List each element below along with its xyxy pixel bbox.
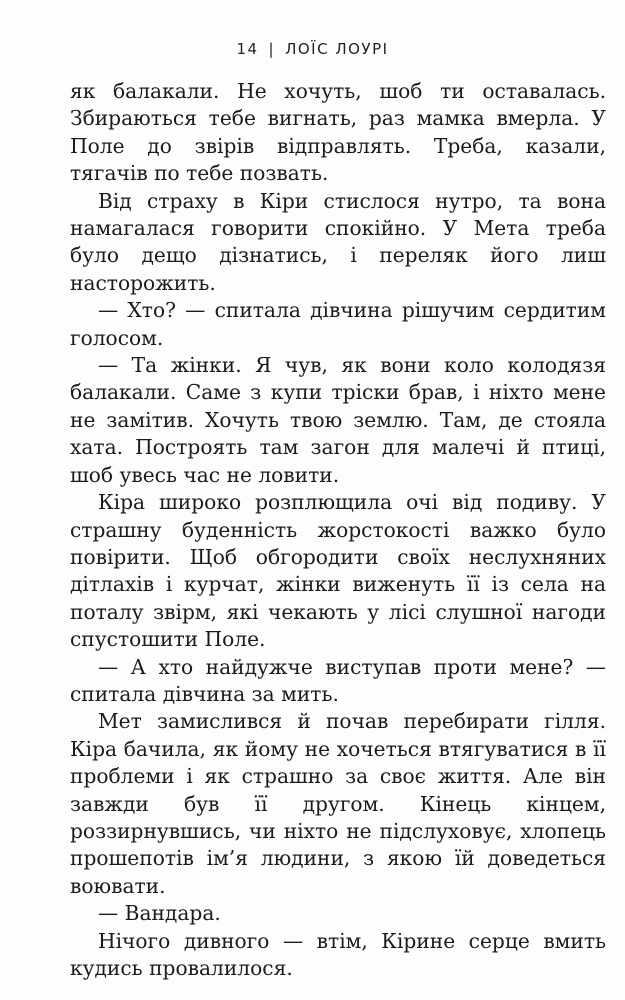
header-separator: | xyxy=(268,40,276,58)
author-name: ЛОЇС ЛОУРІ xyxy=(285,40,389,58)
paragraph: — Та жінки. Я чув, як вони коло колодязя балакали. Саме з купи тріски брав, і ніхто мене не замітив. Хочуть твою землю. Там, де стояла хата. Построять там загон для малечі й птиці, шоб увесь час не ловити. xyxy=(70,353,606,487)
paragraph: Нічого дивного — втім, Кірине серце вмить кудись провалилося. xyxy=(70,928,606,980)
paragraph: — А хто найдужче виступав проти мене? — спитала дівчина за мить. xyxy=(70,654,606,706)
paragraph: Від страху в Кіри стислося нутро, та вона намагалася говорити спокійно. У Мета треба було дещо дізнатись, і переляк його лиш насторожить. xyxy=(70,188,606,295)
running-header xyxy=(0,40,625,58)
paragraph: як балакали. Не хочуть, шоб ти оставалась. Збираються тебе вигнать, раз мамка вмерла. У Поле до звірів відправлять. Треба, казали, тягачів по тебе позвать. xyxy=(70,79,606,186)
paragraph: — Вандара. xyxy=(98,901,221,926)
paragraph: — Хто? — спитала дівчина рішучим сердитим голосом. xyxy=(70,298,606,350)
paragraph: Мет замислився й почав перебирати гілля. Кіра бачила, як йому не хочеться втягуватися в її проблеми і як страшно за своє життя. Але він завжди був її другом. Кінець кінцем, роззирнувшись, чи ніхто не підслуховує, хлопець прошепотів ім’я людини, з якою їй доведеться воювати. xyxy=(70,709,606,898)
paragraph: Кіра широко розплющила очі від подиву. У страшну буденність жорстокості важко було повірити. Щоб обгородити своїх неслухняних дітлахів і курчат, жінки виженуть її із села на поталу звірм, які чекають у лісі слушної нагоди спустошити Поле. xyxy=(70,490,606,652)
body-text xyxy=(70,78,606,982)
page-number: 14 xyxy=(236,40,259,58)
